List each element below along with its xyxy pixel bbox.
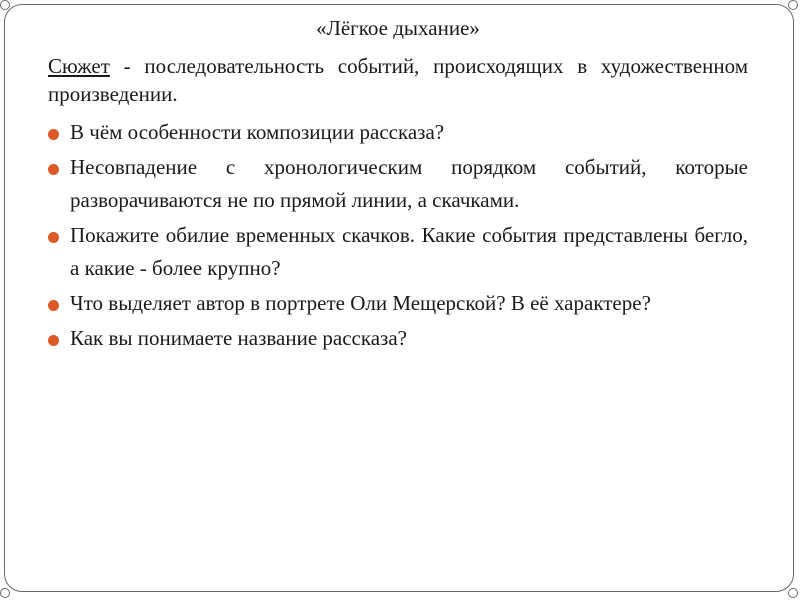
list-item-text: В чём особенности композиции рассказа? (70, 120, 445, 144)
frame-corner-top-left (0, 0, 10, 10)
list-item (48, 151, 748, 217)
list-item-text: Что выделяет автор в портрете Оли Мещерской? В её характере? (70, 291, 651, 315)
list-item (48, 116, 748, 149)
frame-corner-bottom-left (0, 588, 10, 598)
slide-content (48, 14, 748, 357)
frame-corner-bottom-right (788, 588, 798, 598)
slide-title: «Лёгкое дыхание» (316, 16, 480, 40)
list-item (48, 287, 748, 320)
bullet-dot-icon (48, 129, 59, 140)
bullet-dot-icon (48, 300, 59, 311)
list-item (48, 219, 748, 285)
bullet-dot-icon (48, 164, 59, 175)
list-item-text: Несовпадение с хронологическим порядком событий, которые разворачиваются не по прямой линии, а скачками. (70, 155, 748, 212)
definition-term: Сюжет (48, 54, 110, 78)
bullet-dot-icon (48, 335, 59, 346)
definition-text: - последовательность событий, происходящих в художественном произведении. (48, 54, 748, 106)
plot-definition (48, 52, 748, 108)
list-item (48, 322, 748, 355)
question-list (48, 116, 748, 355)
frame-corner-top-right (788, 0, 798, 10)
bullet-dot-icon (48, 232, 59, 243)
list-item-text: Как вы понимаете название рассказа? (70, 326, 407, 350)
list-item-text: Покажите обилие временных скачков. Какие события представлены бегло, а какие - более крупно? (70, 223, 748, 280)
